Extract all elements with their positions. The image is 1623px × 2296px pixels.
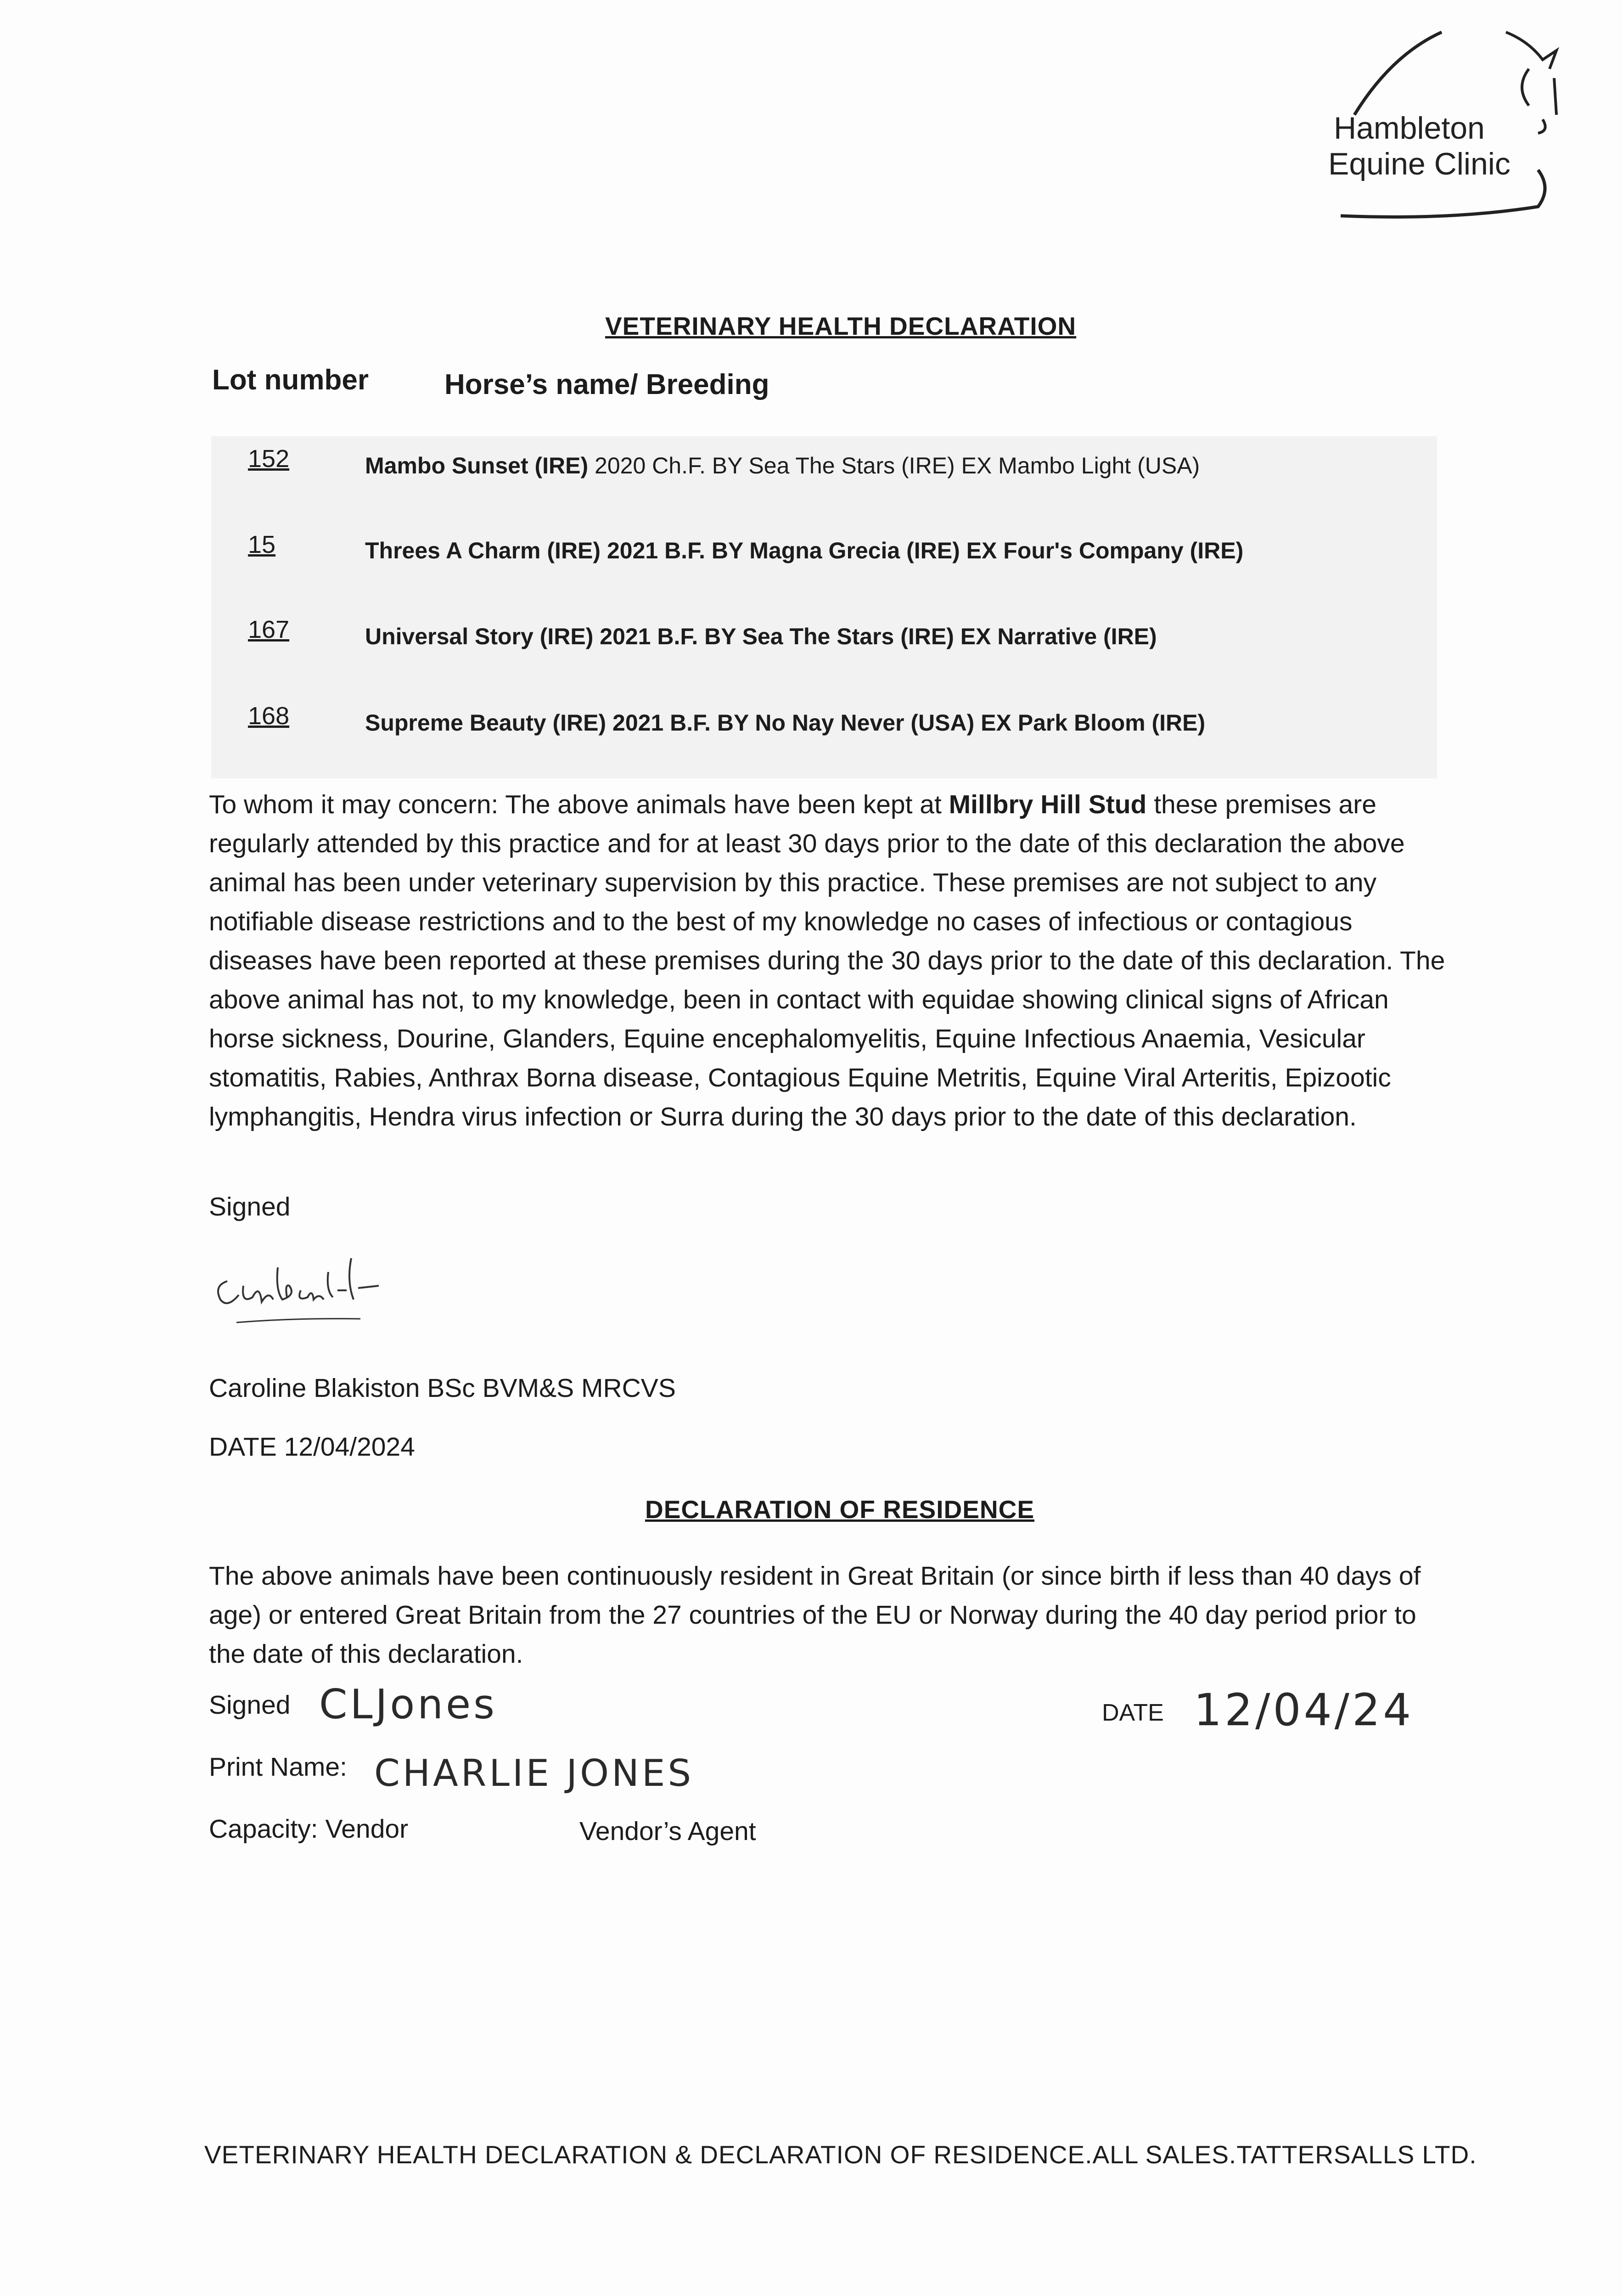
horse-name-header: Horse’s name/ Breeding bbox=[444, 369, 769, 400]
residence-title: DECLARATION OF RESIDENCE bbox=[645, 1495, 1035, 1524]
residence-date-value: 12/04/24 bbox=[1194, 1684, 1414, 1736]
vet-name: Caroline Blakiston BSc BVM&S MRCVS bbox=[209, 1373, 676, 1403]
vet-signature bbox=[209, 1240, 420, 1332]
horse-breeding: 2020 Ch.F. BY Sea The Stars (IRE) EX Mambo Light (USA) bbox=[588, 453, 1200, 478]
vet-date: DATE 12/04/2024 bbox=[209, 1432, 415, 1462]
logo-line-2: Equine Clinic bbox=[1328, 146, 1511, 181]
premises-name: Millbry Hill Stud bbox=[949, 790, 1147, 819]
lot-number: 167 bbox=[248, 616, 290, 643]
residence-date-label: DATE bbox=[1102, 1699, 1164, 1726]
horse-entry bbox=[365, 452, 1200, 479]
signed-label: Signed bbox=[209, 1192, 291, 1221]
print-name-label: Print Name: bbox=[209, 1752, 347, 1782]
declaration-body: these premises are regularly attended by this practice and for at least 30 days prior to the date of this declaration the above animal has been under veterinary supervision by this practice. These premises are not subject to any notifiable disease restrictions and to the best of my knowledge no cases of infectious or contagious diseases have been reported at these premises during the 30 days prior to the date of this declaration. The above animal has not, to my knowledge, been in contact with equidae showing clinical signs of African horse sickness, Dourine, Glanders, Equine encephalomyelitis, Equine Infectious Anaemia, Vesicular stomatitis, Rabies, Anthrax Borna disease, Contagious Equine Metritis, Equine Viral Arteritis, Epizootic lymphangitis, Hendra virus infection or Surra during the 30 days prior to the date of this declaration. bbox=[209, 790, 1445, 1131]
horse-name: Universal Story (IRE) 2021 B.F. BY Sea The Stars (IRE) EX Narrative (IRE) bbox=[365, 624, 1157, 649]
horse-entry bbox=[365, 709, 1205, 736]
page-footer: VETERINARY HEALTH DECLARATION & DECLARATION OF RESIDENCE.ALL SALES.TATTERSALLS LTD. bbox=[204, 2140, 1477, 2169]
vendor-signature: CLJones bbox=[319, 1681, 498, 1728]
capacity-agent: Vendor’s Agent bbox=[579, 1817, 756, 1846]
capacity-label: Capacity: Vendor bbox=[209, 1814, 409, 1844]
lot-number: 168 bbox=[248, 702, 290, 730]
horse-name: Mambo Sunset (IRE) bbox=[365, 453, 589, 478]
residence-text: The above animals have been continuously resident in Great Britain (or since birth if less than 40 days of age) or entered Great Britain from the 27 countries of the EU or Norway during the 40 day period prior to the date of this declaration. bbox=[209, 1561, 1421, 1669]
declaration-intro: To whom it may concern: The above animals have been kept at bbox=[209, 790, 949, 819]
residence-signed-label: Signed bbox=[209, 1690, 291, 1720]
page-title: VETERINARY HEALTH DECLARATION bbox=[605, 312, 1077, 340]
lot-number: 15 bbox=[248, 531, 276, 558]
lot-number: 152 bbox=[248, 445, 290, 473]
lot-number-header: Lot number bbox=[212, 364, 369, 396]
health-declaration-text bbox=[209, 785, 1449, 1137]
horse-entry bbox=[365, 623, 1157, 650]
horse-entry bbox=[365, 537, 1243, 564]
clinic-logo bbox=[1313, 23, 1575, 225]
logo-line-1: Hambleton bbox=[1334, 111, 1485, 146]
horse-name: Supreme Beauty (IRE) 2021 B.F. BY No Nay Never (USA) EX Park Bloom (IRE) bbox=[365, 710, 1206, 736]
print-name-value: CHARLIE JONES bbox=[374, 1752, 694, 1795]
horse-name: Threes A Charm (IRE) 2021 B.F. BY Magna Grecia (IRE) EX Four's Company (IRE) bbox=[365, 538, 1244, 563]
